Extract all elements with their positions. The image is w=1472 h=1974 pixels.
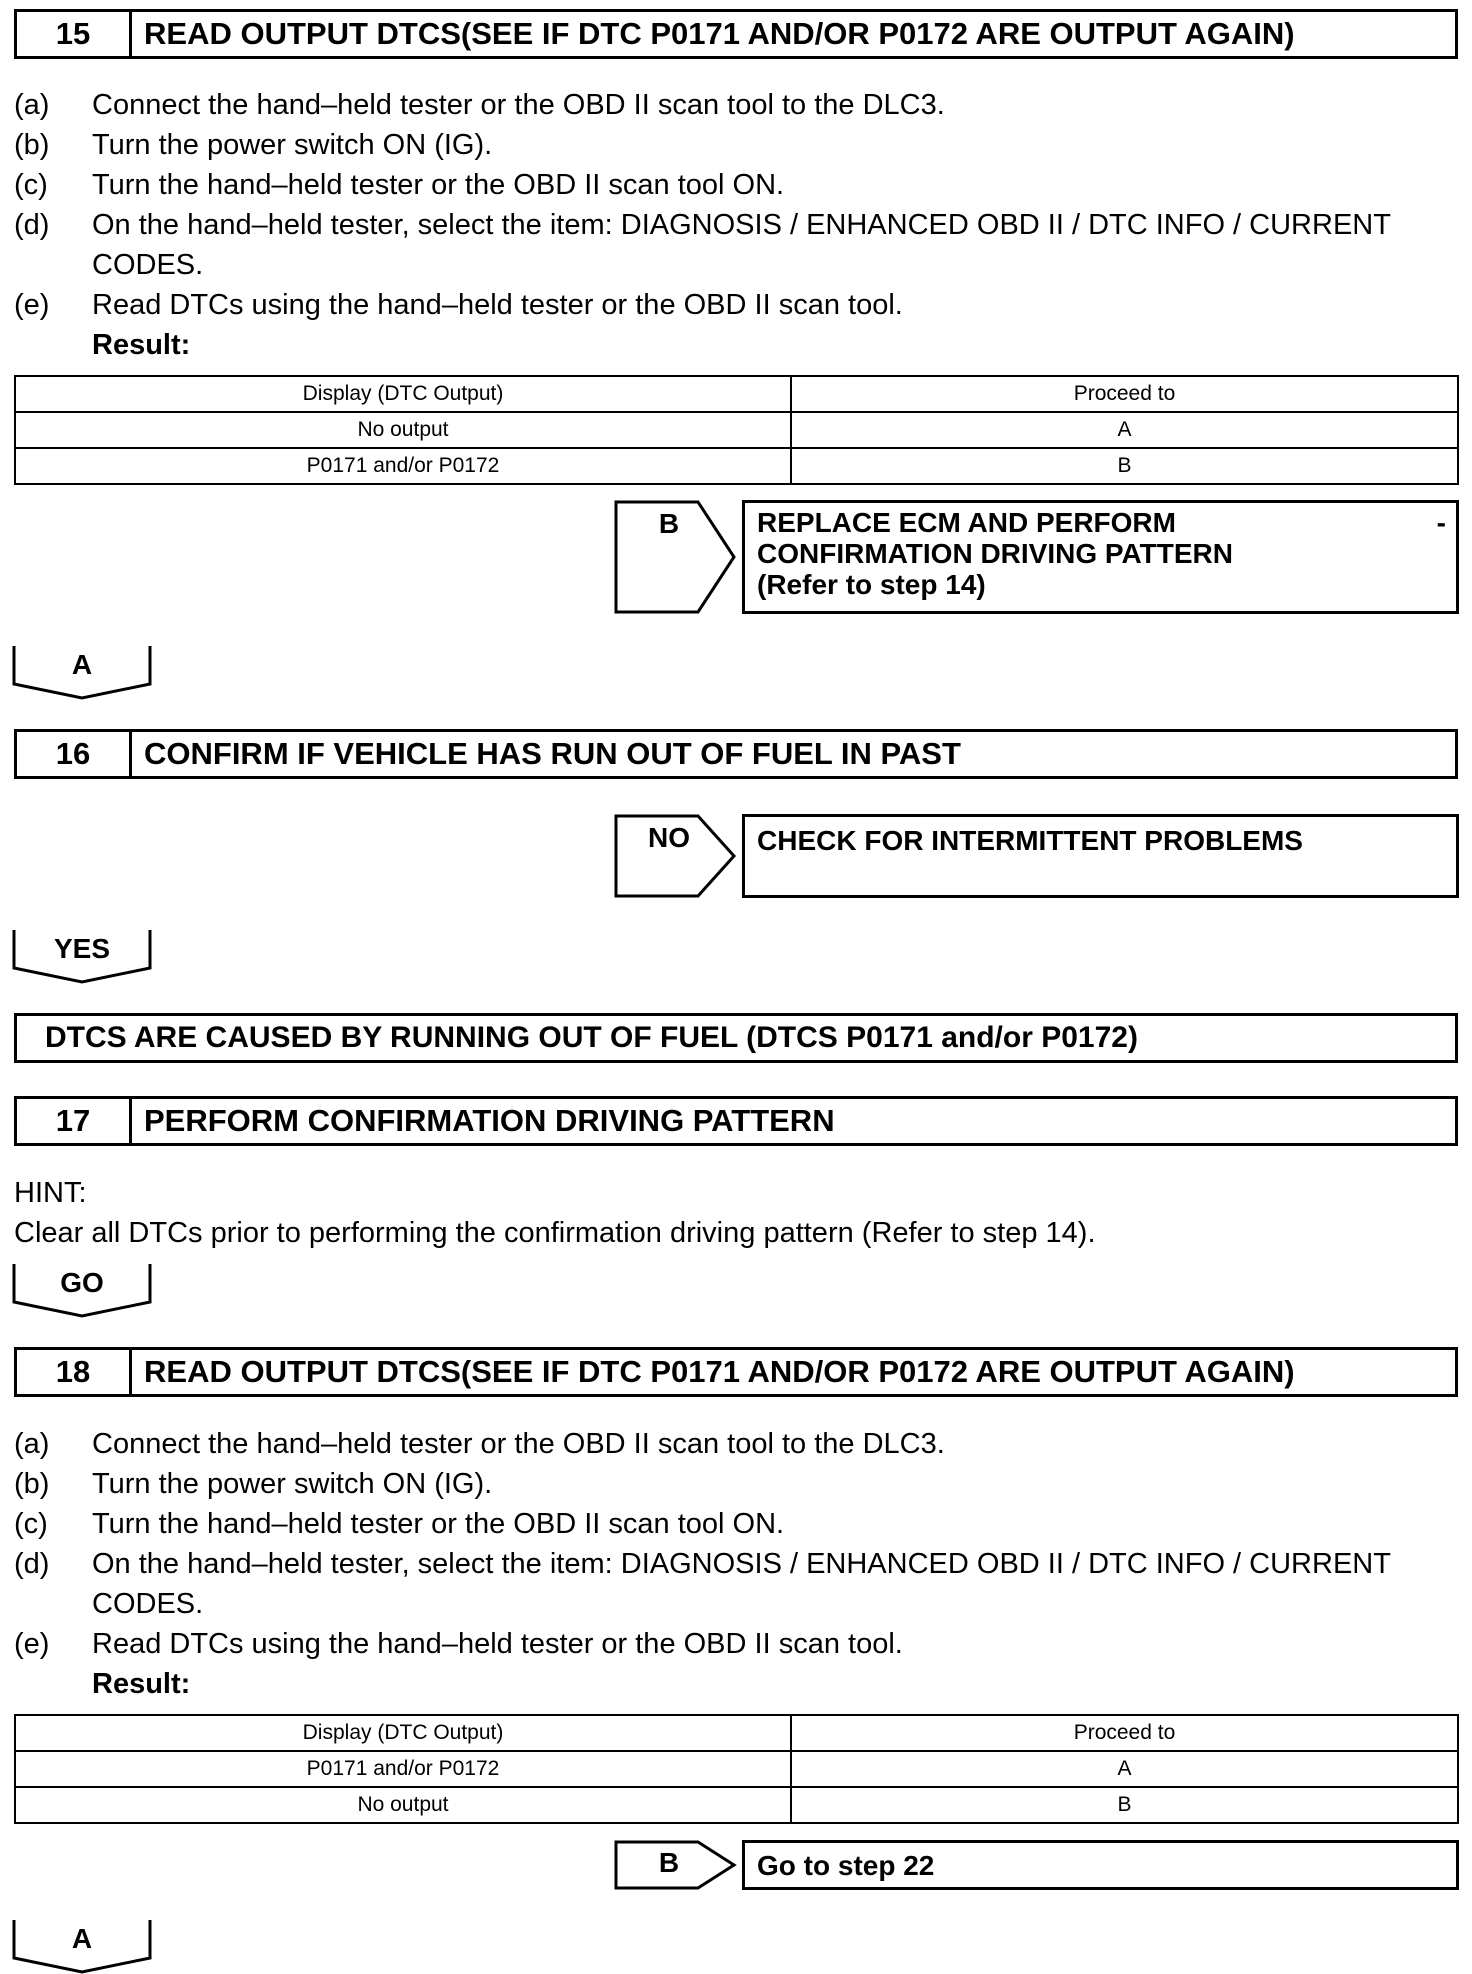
step-18-result-table [14, 1714, 1459, 1824]
table-row [15, 448, 1458, 484]
action-box [742, 1840, 1459, 1890]
result-tag-yes [12, 928, 152, 984]
tag-label: YES [53, 933, 111, 964]
step-title: CONFIRM IF VEHICLE HAS RUN OUT OF FUEL IN PAST [144, 736, 961, 771]
tag-label: GO [60, 1267, 104, 1298]
instruction-item: (e) Read DTCs using the hand–held tester or the OBD II scan tool. [14, 1628, 903, 1660]
result-label: Result: [92, 1668, 191, 1700]
table-cell: A [791, 412, 1458, 448]
hint-label: HINT: [14, 1177, 87, 1209]
step-number: 15 [17, 12, 132, 56]
step-15-instructions [14, 85, 1464, 365]
step-15-header [14, 9, 1458, 59]
step-16-branch-no [614, 814, 1459, 898]
instruction-item: (a) Connect the hand–held tester or the OBD II scan tool to the DLC3. [14, 89, 945, 121]
table-header-row [15, 1715, 1458, 1751]
branch-label: NO [648, 822, 690, 853]
step-number: 17 [17, 1099, 132, 1143]
table-header-row [15, 376, 1458, 412]
instruction-item: (b) Turn the power switch ON (IG). [14, 1468, 493, 1500]
result-tag-a [12, 644, 152, 700]
instruction-item: (c) Turn the hand–held tester or the OBD II scan tool ON. [14, 1508, 785, 1540]
table-cell: P0171 and/or P0172 [15, 1751, 791, 1787]
step-title: PERFORM CONFIRMATION DRIVING PATTERN [144, 1103, 835, 1138]
table-cell: A [791, 1751, 1458, 1787]
step-number: 18 [17, 1350, 132, 1394]
action-line: (Refer to step 14) [757, 569, 986, 600]
table-cell: B [791, 448, 1458, 484]
column-header: Display (DTC Output) [15, 1715, 791, 1751]
instruction-item: (e) Read DTCs using the hand–held tester or the OBD II scan tool. [14, 289, 903, 321]
instruction-item: (b) Turn the power switch ON (IG). [14, 129, 493, 161]
table-cell: B [791, 1787, 1458, 1823]
branch-label: B [658, 508, 680, 539]
table-row [15, 1787, 1458, 1823]
hint-text: Clear all DTCs prior to performing the confirmation driving pattern (Refer to step 14). [14, 1217, 1096, 1249]
table-row [15, 412, 1458, 448]
instruction-item: (a) Connect the hand–held tester or the OBD II scan tool to the DLC3. [14, 1428, 945, 1460]
step-title: READ OUTPUT DTCS(SEE IF DTC P0171 AND/OR P0172 ARE OUTPUT AGAIN) [144, 16, 1295, 51]
column-header: Proceed to [791, 1715, 1458, 1751]
result-tag-go [12, 1262, 152, 1318]
tag-label: A [71, 1923, 93, 1954]
step-18-branch-b [614, 1840, 1459, 1890]
instruction-item: (c) Turn the hand–held tester or the OBD II scan tool ON. [14, 169, 785, 201]
step-18-header [14, 1347, 1458, 1397]
step-number: 16 [17, 732, 132, 776]
action-box [742, 500, 1459, 614]
step-18-instructions [14, 1424, 1464, 1704]
table-cell: No output [15, 1787, 791, 1823]
result-label: Result: [92, 329, 191, 361]
action-mark: - [1436, 507, 1446, 538]
table-row [15, 1751, 1458, 1787]
step-16-header [14, 729, 1458, 779]
column-header: Display (DTC Output) [15, 376, 791, 412]
action-line: REPLACE ECM AND PERFORM [757, 507, 1176, 538]
step-17-header [14, 1096, 1458, 1146]
column-header: Proceed to [791, 376, 1458, 412]
instruction-item: (d) On the hand–held tester, select the item: DIAGNOSIS / ENHANCED OBD II / DTC INFO / CURRENT CODES. [14, 209, 1391, 281]
conclusion-banner: DTCS ARE CAUSED BY RUNNING OUT OF FUEL (DTCS P0171 and/or P0172) [14, 1013, 1458, 1063]
action-line: CONFIRMATION DRIVING PATTERN [757, 538, 1233, 569]
instruction-item: (d) On the hand–held tester, select the item: DIAGNOSIS / ENHANCED OBD II / DTC INFO / CURRENT CODES. [14, 1548, 1391, 1620]
table-cell: No output [15, 412, 791, 448]
action-line: CHECK FOR INTERMITTENT PROBLEMS [757, 825, 1303, 856]
branch-label: B [658, 1847, 680, 1878]
tag-label: A [71, 649, 93, 680]
action-line: Go to step 22 [757, 1850, 935, 1881]
step-15-result-table [14, 375, 1459, 485]
step-title: READ OUTPUT DTCS(SEE IF DTC P0171 AND/OR P0172 ARE OUTPUT AGAIN) [144, 1354, 1295, 1389]
result-tag-a [12, 1918, 152, 1974]
step-15-branch-b [614, 500, 1459, 614]
table-cell: P0171 and/or P0172 [15, 448, 791, 484]
action-box [742, 814, 1459, 898]
